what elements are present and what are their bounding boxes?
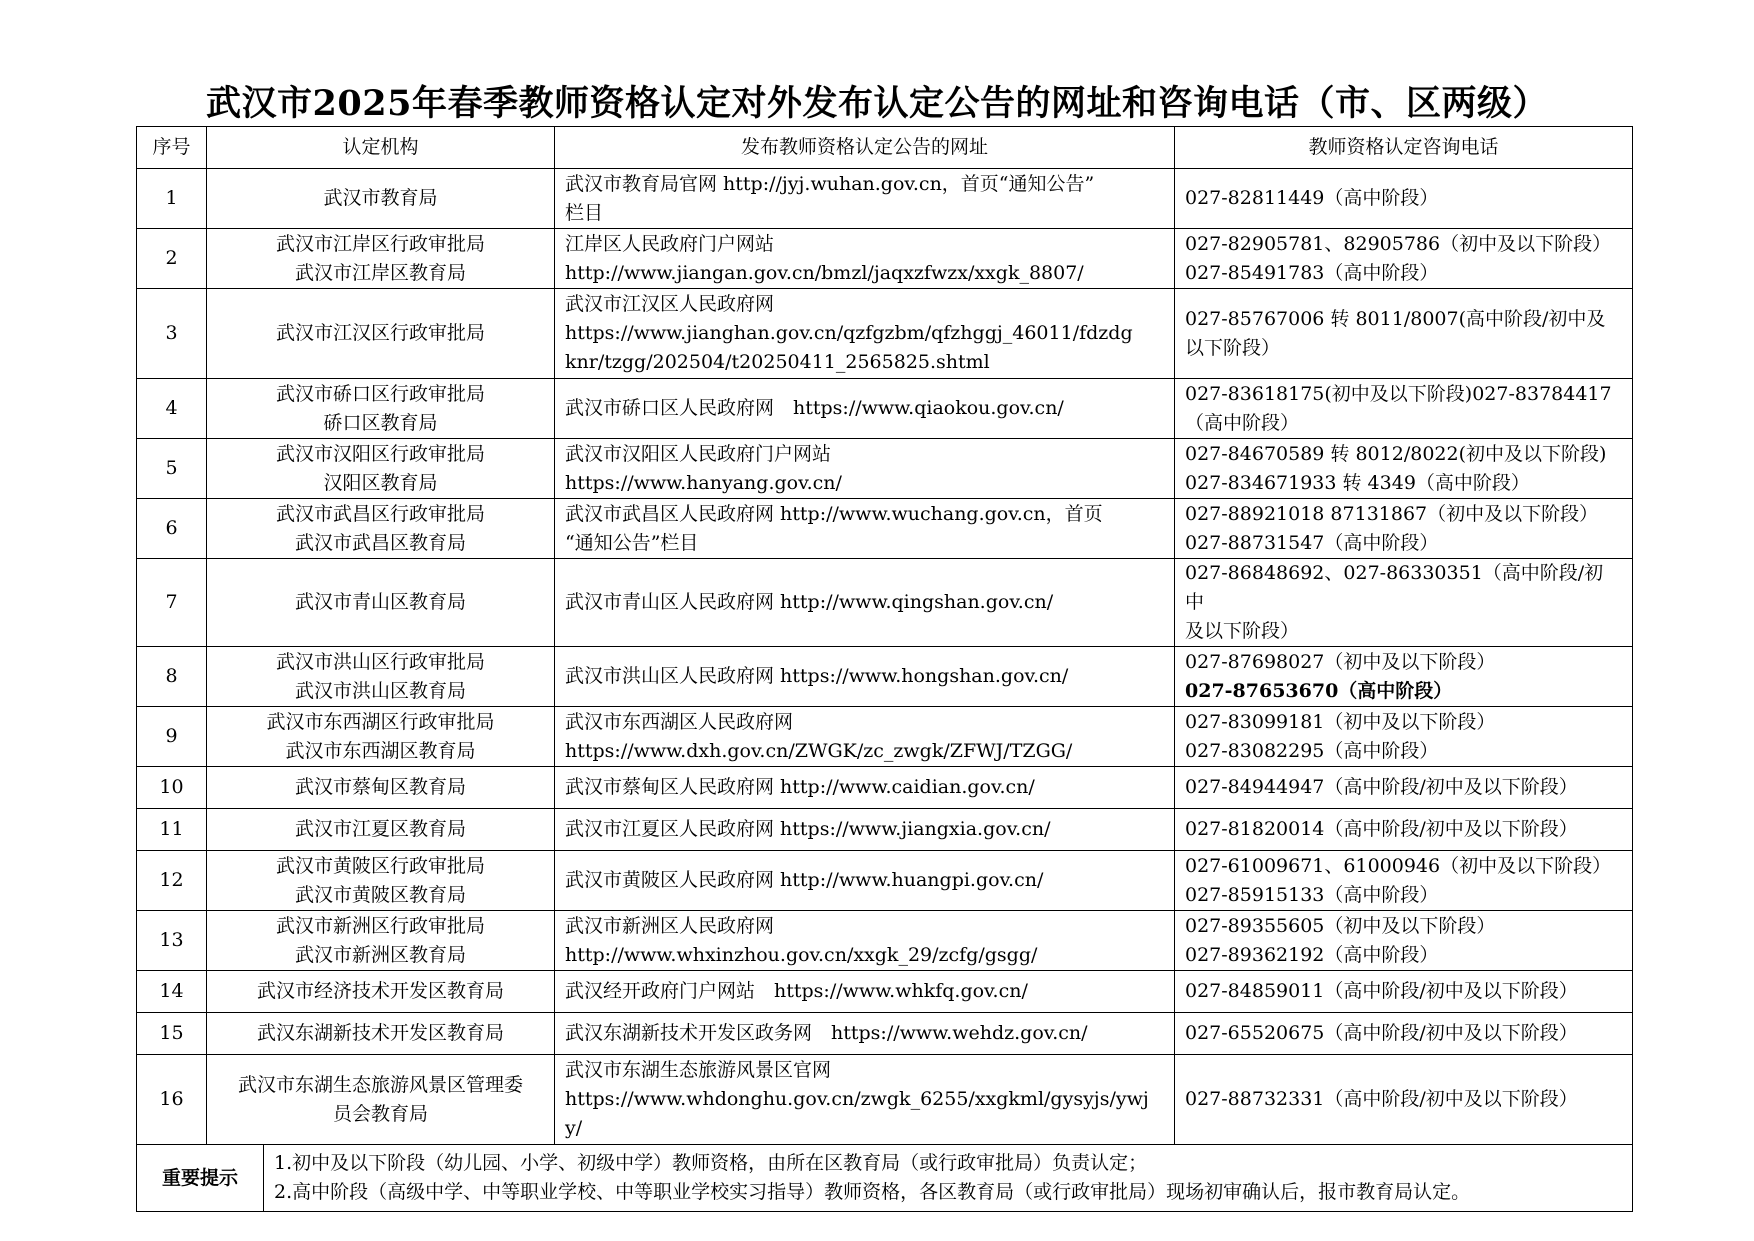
announcement-url-line: https://www.whdonghu.gov.cn/zwgk_6255/xxgkml/gysyjs/ywj [565, 1088, 1149, 1110]
agency-line: 武汉市洪山区教育局 [294, 679, 466, 702]
consultation-phone-cell [1175, 439, 1633, 499]
agency-cell [207, 379, 555, 439]
announcement-url-line: 武汉市黄陂区人民政府网 http://www.huangpi.gov.cn/ [565, 869, 1044, 891]
consultation-phone-line: 027-82811449（高中阶段） [1185, 187, 1439, 209]
table-row [137, 707, 1633, 767]
agency-cell [207, 559, 555, 647]
document-title: 武汉市2025年春季教师资格认定对外发布认定公告的网址和咨询电话（市、区两级） [206, 83, 1548, 124]
serial-number-cell: 2 [137, 229, 207, 289]
consultation-phone-line: 027-83099181（初中及以下阶段） [1185, 710, 1496, 733]
agency-line: 武汉市硚口区行政审批局 [275, 382, 485, 405]
consultation-phone-line: 027-83618175(初中及以下阶段)027-83784417 [1185, 382, 1612, 405]
table-row [137, 911, 1633, 971]
serial-number-cell: 1 [137, 169, 207, 229]
consultation-phone-cell [1175, 379, 1633, 439]
agency-cell [207, 647, 555, 707]
agency-line: 武汉市新洲区行政审批局 [275, 914, 485, 937]
serial-number-cell: 14 [137, 971, 207, 1013]
consultation-phone-cell [1175, 499, 1633, 559]
agency-cell [207, 851, 555, 911]
announcement-url-line: “通知公告”栏目 [565, 531, 699, 554]
consultation-phone-line: 027-89362192（高中阶段） [1185, 943, 1439, 966]
consultation-phone-cell [1175, 911, 1633, 971]
table-row [137, 647, 1633, 707]
table-row [137, 169, 1633, 229]
consultation-phone-line: （高中阶段） [1185, 411, 1300, 434]
announcement-url-line: 武汉市江夏区人民政府网 https://www.jiangxia.gov.cn/ [565, 818, 1051, 840]
consultation-phone-line: 027-89355605（初中及以下阶段） [1185, 914, 1496, 937]
agency-line: 武汉市蔡甸区教育局 [294, 776, 466, 798]
agency-line: 武汉市新洲区教育局 [294, 943, 466, 966]
announcement-url-line: y/ [565, 1117, 583, 1139]
announcement-url-line: 武汉市东湖生态旅游风景区官网 [565, 1059, 832, 1081]
serial-number-cell: 6 [137, 499, 207, 559]
agency-line: 武汉市黄陂区教育局 [294, 883, 466, 906]
important-tips-row [137, 1145, 1633, 1212]
consultation-phone-line: 027-81820014（高中阶段/初中及以下阶段） [1185, 818, 1578, 840]
consultation-phone-line: 027-84944947（高中阶段/初中及以下阶段） [1185, 776, 1578, 798]
agency-line: 武汉市黄陂区行政审批局 [275, 854, 485, 877]
consultation-phone-line: 以下阶段） [1185, 336, 1281, 359]
consultation-phone-cell [1175, 971, 1633, 1013]
announcement-url-cell [555, 499, 1175, 559]
agency-line: 员会教育局 [332, 1102, 428, 1125]
agency-line: 武汉市武昌区教育局 [294, 531, 466, 554]
announcement-url-line: 武汉经开政府门户网站 https://www.whkfq.gov.cn/ [565, 980, 1028, 1002]
agency-cell [207, 707, 555, 767]
announcement-url-cell [555, 851, 1175, 911]
agency-line: 武汉市江岸区教育局 [294, 261, 466, 284]
consultation-phone-cell [1175, 1055, 1633, 1145]
agency-line: 武汉市汉阳区行政审批局 [275, 442, 485, 465]
announcement-url-line: 武汉市教育局官网 http://jyj.wuhan.gov.cn，首页“通知公告” [565, 172, 1095, 195]
announcement-url-line: 武汉东湖新技术开发区政务网 https://www.wehdz.gov.cn/ [565, 1022, 1088, 1044]
consultation-phone-cell [1175, 851, 1633, 911]
announcement-url-line: https://www.hanyang.gov.cn/ [565, 471, 842, 494]
table-row [137, 499, 1633, 559]
agency-line: 武汉东湖新技术开发区教育局 [256, 1022, 504, 1044]
header-announcement-url: 发布教师资格认定公告的网址 [555, 127, 1175, 169]
table-row [137, 809, 1633, 851]
serial-number-cell: 15 [137, 1013, 207, 1055]
announcement-url-cell [555, 767, 1175, 809]
consultation-phone-cell [1175, 559, 1633, 647]
agency-cell [207, 809, 555, 851]
announcement-url-cell [555, 439, 1175, 499]
announcement-url-line: knr/tzgg/202504/t20250411_2565825.shtml [565, 351, 990, 373]
consultation-phone-cell [1175, 229, 1633, 289]
agency-cell [207, 439, 555, 499]
agency-line: 武汉市青山区教育局 [294, 591, 466, 613]
table-row [137, 229, 1633, 289]
announcement-url-line: 武汉市新洲区人民政府网 [565, 914, 775, 937]
agency-line: 武汉市江汉区行政审批局 [275, 322, 485, 344]
announcement-url-cell [555, 707, 1175, 767]
table-row [137, 1013, 1633, 1055]
announcement-url-line: 武汉市武昌区人民政府网 http://www.wuchang.gov.cn，首页 [565, 502, 1103, 525]
announcement-url-line: 武汉市汉阳区人民政府门户网站 [565, 442, 832, 465]
consultation-phone-line: 027-84859011（高中阶段/初中及以下阶段） [1185, 980, 1578, 1002]
announcement-url-cell [555, 379, 1175, 439]
agency-line: 武汉市洪山区行政审批局 [275, 650, 485, 673]
announcement-url-line: 武汉市洪山区人民政府网 https://www.hongshan.gov.cn/ [565, 665, 1069, 687]
announcement-url-line: https://www.jianghan.gov.cn/qzfgzbm/qfzhggj_46011/fdzdg [565, 322, 1133, 344]
consultation-phone-cell [1175, 169, 1633, 229]
agency-cell [207, 767, 555, 809]
table-body [137, 169, 1633, 1145]
table-row [137, 289, 1633, 379]
consultation-phone-cell [1175, 647, 1633, 707]
agency-line: 武汉市东湖生态旅游风景区管理委 [237, 1073, 523, 1096]
announcement-url-cell [555, 647, 1175, 707]
agency-line: 武汉市东西湖区教育局 [285, 739, 476, 762]
table-row [137, 767, 1633, 809]
consultation-phone-line: 027-85491783（高中阶段） [1185, 261, 1439, 284]
announcement-url-line: 武汉市东西湖区人民政府网 [565, 710, 794, 733]
serial-number-cell: 10 [137, 767, 207, 809]
consultation-phone-line: 027-83082295（高中阶段） [1185, 739, 1439, 762]
table-row [137, 1055, 1633, 1145]
header-certification-agency: 认定机构 [207, 127, 555, 169]
announcement-url-cell [555, 1055, 1175, 1145]
agency-cell [207, 911, 555, 971]
consultation-phone-cell [1175, 289, 1633, 379]
announcement-url-line: 武汉市青山区人民政府网 http://www.qingshan.gov.cn/ [565, 591, 1054, 613]
consultation-phone-line: 027-61009671、61000946（初中及以下阶段） [1185, 854, 1612, 877]
agency-cell [207, 1013, 555, 1055]
announcement-url-cell [555, 809, 1175, 851]
table-row [137, 559, 1633, 647]
consultation-phone-cell [1175, 1013, 1633, 1055]
table-row [137, 439, 1633, 499]
announcement-url-cell [555, 559, 1175, 647]
table-row [137, 971, 1633, 1013]
announcement-url-cell [555, 289, 1175, 379]
table-row [137, 379, 1633, 439]
agency-line: 武汉市教育局 [323, 187, 438, 209]
announcement-url-line: 武汉市江汉区人民政府网 [565, 293, 775, 315]
consultation-phone-cell [1175, 809, 1633, 851]
agency-cell [207, 499, 555, 559]
serial-number-cell: 5 [137, 439, 207, 499]
announcement-url-cell [555, 169, 1175, 229]
serial-number-cell: 3 [137, 289, 207, 379]
table-header-row [137, 127, 1633, 169]
consultation-phone-line: 027-88731547（高中阶段） [1185, 531, 1439, 554]
agency-cell [207, 971, 555, 1013]
tip-line: 1.初中及以下阶段（幼儿园、小学、初级中学）教师资格，由所在区教育局（或行政审批局）负责认定； [274, 1152, 1148, 1174]
announcement-url-cell [555, 1013, 1175, 1055]
agency-line: 武汉市江夏区教育局 [294, 818, 466, 840]
agency-cell [207, 289, 555, 379]
certification-table [136, 126, 1633, 1212]
announcement-url-line: 武汉市蔡甸区人民政府网 http://www.caidian.gov.cn/ [565, 776, 1035, 798]
agency-line: 武汉市经济技术开发区教育局 [256, 980, 504, 1002]
consultation-phone-line: 027-88732331（高中阶段/初中及以下阶段） [1185, 1088, 1578, 1110]
consultation-phone-line: 027-85767006 转 8011/8007(高中阶段/初中及 [1185, 307, 1606, 330]
agency-line: 武汉市武昌区行政审批局 [275, 502, 485, 525]
header-serial-number: 序号 [137, 127, 207, 169]
consultation-phone-line: 027-88921018 87131867（初中及以下阶段） [1185, 502, 1599, 525]
serial-number-cell: 12 [137, 851, 207, 911]
serial-number-cell: 13 [137, 911, 207, 971]
agency-cell [207, 169, 555, 229]
announcement-url-line: 江岸区人民政府门户网站 [565, 232, 775, 255]
consultation-phone-cell [1175, 707, 1633, 767]
serial-number-cell: 9 [137, 707, 207, 767]
serial-number-cell: 7 [137, 559, 207, 647]
agency-cell [207, 1055, 555, 1145]
agency-line: 硚口区教育局 [323, 411, 438, 434]
announcement-url-line: https://www.dxh.gov.cn/ZWGK/zc_zwgk/ZFWJ/TZGG/ [565, 739, 1073, 762]
consultation-phone-line: 027-84670589 转 8012/8022(初中及以下阶段) [1185, 442, 1607, 465]
agency-line: 武汉市东西湖区行政审批局 [266, 710, 495, 733]
announcement-url-line: 栏目 [565, 201, 604, 224]
consultation-phone-line: 027-87653670（高中阶段） [1185, 679, 1453, 702]
serial-number-cell: 4 [137, 379, 207, 439]
announcement-url-cell [555, 911, 1175, 971]
announcement-url-line: 武汉市硚口区人民政府网 https://www.qiaokou.gov.cn/ [565, 397, 1064, 419]
table-row [137, 851, 1633, 911]
announcement-url-line: http://www.jiangan.gov.cn/bmzl/jaqxzfwzx/xxgk_8807/ [565, 261, 1084, 284]
header-consultation-phone: 教师资格认定咨询电话 [1175, 127, 1633, 169]
consultation-phone-line: 027-834671933 转 4349（高中阶段） [1185, 471, 1530, 494]
announcement-url-cell [555, 229, 1175, 289]
agency-cell [207, 229, 555, 289]
consultation-phone-line: 027-87698027（初中及以下阶段） [1185, 650, 1496, 673]
consultation-phone-cell [1175, 767, 1633, 809]
agency-line: 汉阳区教育局 [323, 471, 438, 494]
tips-label: 重要提示 [137, 1145, 264, 1211]
consultation-phone-line: 027-82905781、82905786（初中及以下阶段） [1185, 232, 1612, 255]
consultation-phone-line: 027-86848692、027-86330351（高中阶段/初中 [1185, 562, 1604, 613]
serial-number-cell: 11 [137, 809, 207, 851]
announcement-url-line: http://www.whxinzhou.gov.cn/xxgk_29/zcfg/gsgg/ [565, 943, 1038, 966]
consultation-phone-line: 及以下阶段） [1185, 620, 1300, 642]
agency-line: 武汉市江岸区行政审批局 [275, 232, 485, 255]
consultation-phone-line: 027-65520675（高中阶段/初中及以下阶段） [1185, 1022, 1578, 1044]
consultation-phone-line: 027-85915133（高中阶段） [1185, 883, 1439, 906]
serial-number-cell: 16 [137, 1055, 207, 1145]
tip-line: 2.高中阶段（高级中学、中等职业学校、中等职业学校实习指导）教师资格，各区教育局（或行政审批局）现场初审确认后，报市教育局认定。 [274, 1181, 1471, 1203]
serial-number-cell: 8 [137, 647, 207, 707]
announcement-url-cell [555, 971, 1175, 1013]
